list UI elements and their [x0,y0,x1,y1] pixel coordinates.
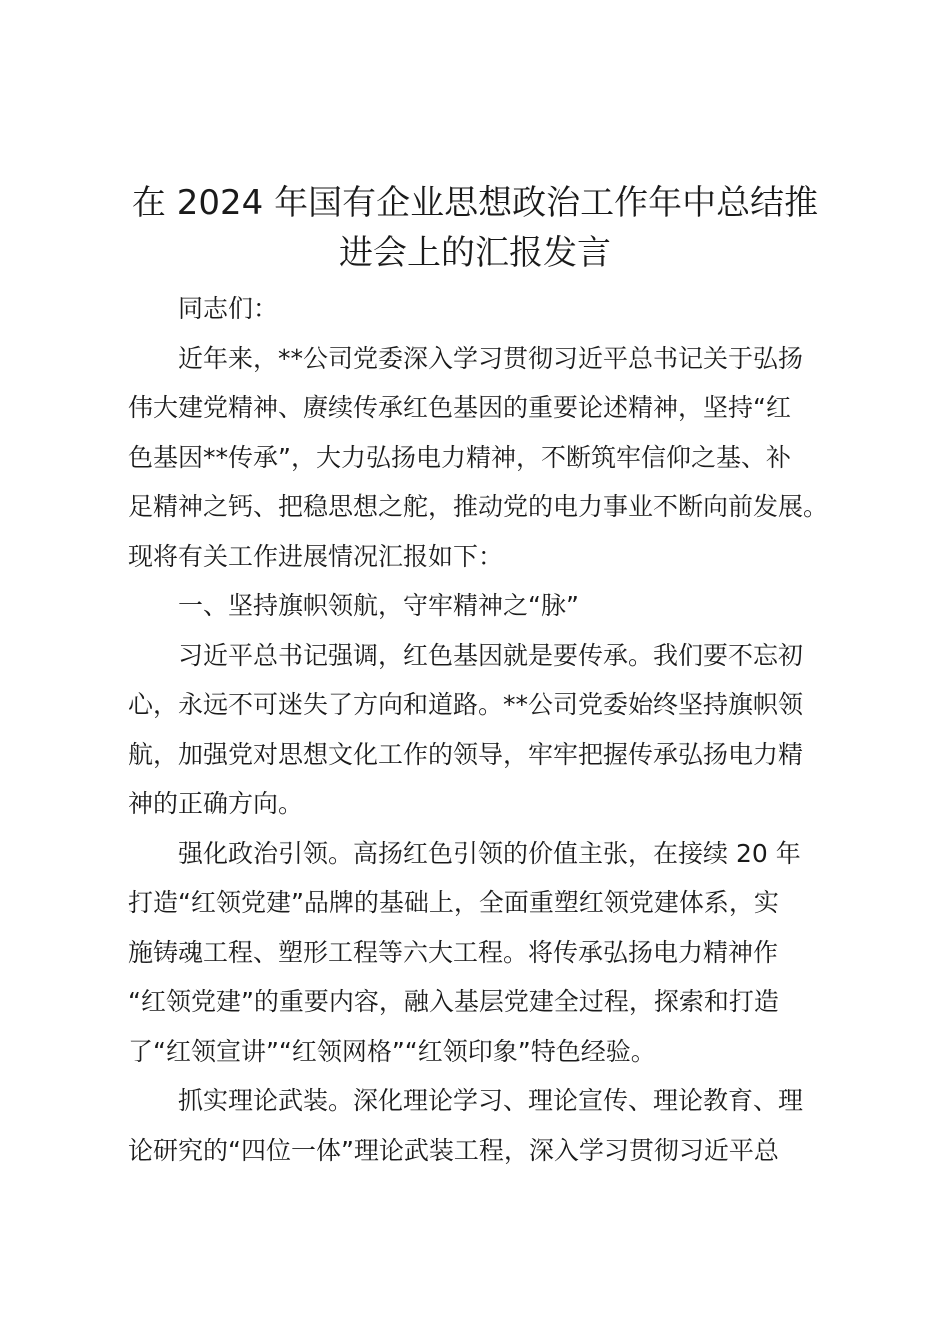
paragraph-line: 强化政治引领。高扬红色引领的价值主张，在接续 20 年 [178,838,801,868]
title-line-2: 进会上的汇报发言 [339,233,611,273]
paragraph-line: 抓实理论武装。深化理论学习、理论宣传、理论教育、理 [178,1086,804,1115]
salutation: 同志们： [178,294,279,323]
section-heading: 一、坚持旗帜领航，守牢精神之“脉” [178,591,579,620]
paragraph-line: 论研究的“四位一体”理论武装工程，深入学习贯彻习近平总 [128,1135,779,1165]
paragraph-line: 色基因**传承”，大力弘扬电力精神，不断筑牢信仰之基、补 [128,442,791,472]
paragraph-line: 打造“红领党建”品牌的基础上，全面重塑红领党建体系，实 [128,888,779,917]
paragraph-line: 现将有关工作进展情况汇报如下： [128,541,504,571]
document-title [110,178,840,278]
paragraph-line: “红领党建”的重要内容，融入基层党建全过程，探索和打造 [128,987,779,1016]
paragraph-line: 伟大建党精神、赓续传承红色基因的重要论述精神，坚持“红 [128,393,791,422]
paragraph-line: 近年来，**公司党委深入学习贯彻习近平总书记关于弘扬 [178,343,804,373]
paragraph-line: 施铸魂工程、塑形工程等六大工程。将传承弘扬电力精神作 [128,937,779,967]
document-body [128,284,838,1175]
paragraph-line: 航，加强党对思想文化工作的领导，牢牢把握传承弘扬电力精 [128,739,804,769]
paragraph-line: 了“红领宣讲”“红领网格”“红领印象”特色经验。 [128,1036,656,1066]
title-line-1: 在 2024 年国有企业思想政治工作年中总结推 [131,183,819,223]
paragraph-line: 神的正确方向。 [128,789,304,818]
paragraph-line: 足精神之钙、把稳思想之舵，推动党的电力事业不断向前发展。 [128,492,829,521]
paragraph-line: 习近平总书记强调，红色基因就是要传承。我们要不忘初 [178,640,804,670]
paragraph-line: 心，永远不可迷失了方向和道路。**公司党委始终坚持旗帜领 [128,690,804,719]
